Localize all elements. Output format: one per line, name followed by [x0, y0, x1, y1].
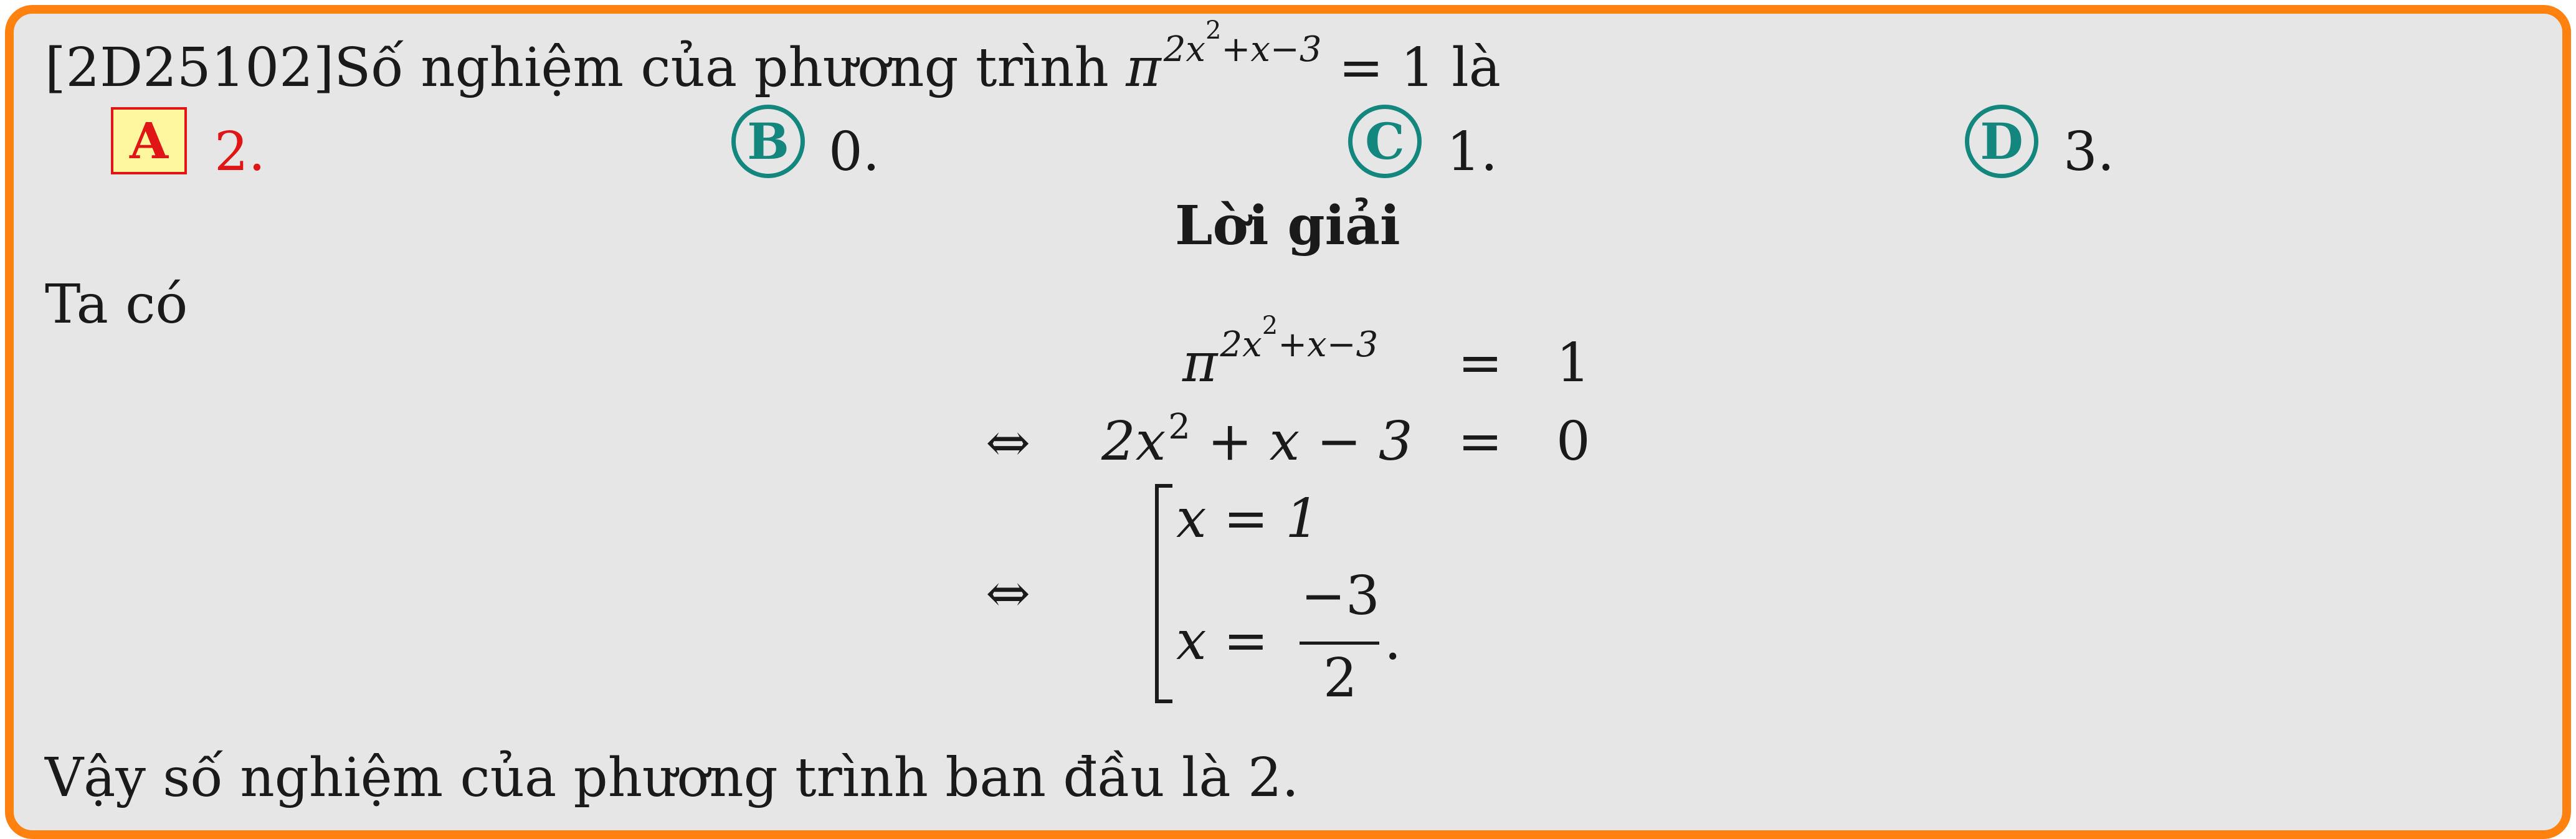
case-2-denominator: 2: [1323, 647, 1357, 709]
solution-heading: Lời giải: [1175, 194, 1400, 257]
fraction-bar: [1300, 642, 1379, 645]
eq1-equals: =: [1458, 332, 1503, 394]
eq2-equals: =: [1458, 410, 1503, 473]
question-rhs: = 1 là: [1338, 37, 1501, 99]
eq2-iff: ⇔: [986, 412, 1031, 474]
question-exponent: 2x2+x−3: [1163, 16, 1322, 70]
case-1: x = 1: [1176, 488, 1319, 550]
question-text: Số nghiệm của phương trình: [334, 37, 1109, 99]
choice-d-marker[interactable]: D: [1965, 105, 2038, 178]
question-code: [2D25102]: [45, 37, 335, 99]
eq2-lhs: $2x^2 + x - 3$: [1101, 407, 1413, 473]
eq1-rhs: 1: [1556, 332, 1590, 394]
choice-c-value: 1.: [1447, 121, 1498, 183]
choice-c-marker[interactable]: C: [1348, 105, 1422, 178]
case-2-numerator: −3: [1301, 565, 1380, 627]
case-2-lhs: x =: [1176, 610, 1268, 672]
case-bracket: [1155, 484, 1172, 703]
choice-a-value: 2.: [214, 121, 266, 183]
eq3-iff: ⇔: [986, 562, 1031, 625]
eq1-lhs: $\pi^{2x^2+x-3}$: [1182, 311, 1379, 394]
choice-b-marker[interactable]: B: [731, 105, 805, 178]
eq2-rhs: 0: [1556, 410, 1590, 473]
case-2-period: .: [1384, 610, 1402, 672]
solution-intro: Ta có: [45, 273, 188, 336]
choice-d-value: 3.: [2063, 121, 2115, 183]
solution-conclusion: Vậy số nghiệm của phương trình ban đầu là 2.: [45, 747, 1300, 809]
question-line: [45, 16, 1501, 99]
choice-a-marker[interactable]: A: [111, 107, 187, 174]
question-base: π: [1126, 37, 1161, 99]
choice-b-value: 0.: [829, 121, 880, 183]
